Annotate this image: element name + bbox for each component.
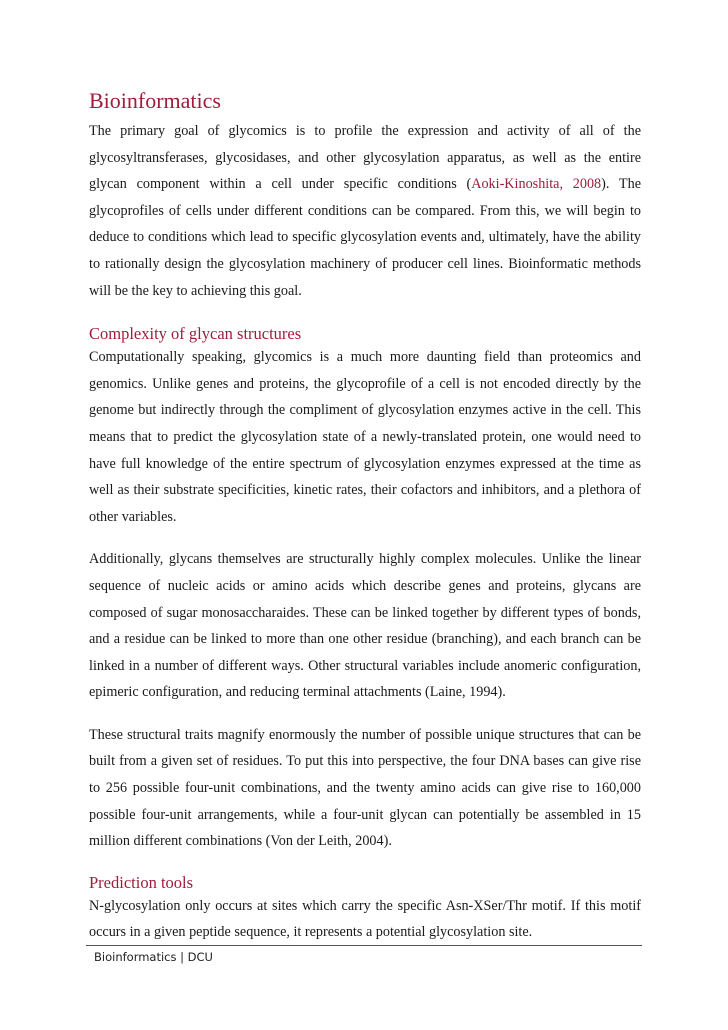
intro-text-end: ). The glycoprofiles of cells under different conditions can be compared. From this, we will begin to deduce to conditions which lead to specific glycosylation events and, ultimately, have the ability to rationally design the glycosylation machinery of producer cell lines. Bioinformatic methods will be the key to achieving this goal. — [89, 176, 641, 299]
complexity-heading: Complexity of glycan structures — [89, 324, 302, 344]
prediction-heading: Prediction tools — [89, 872, 194, 892]
prediction-paragraph: N-glycosylation only occurs at sites which carry the specific Asn-XSer/Thr motif. If this motif occurs in a given peptide sequence, it represents a potential glycosylation site. — [89, 897, 641, 941]
complexity-paragraph-2: Additionally, glycans themselves are structurally highly complex molecules. Unlike the linear sequence of nucleic acids or amino acids which describe genes and proteins, glycans are composed of sugar monosaccharaides. These can be linked together by different types of bonds, and a residue can be linked to more than one other residue (branching), and each branch can be linked in a number of different ways. Other structural variables include anomeric configuration, epimeric configuration, and reducing terminal attachments (Laine, 1994). — [89, 551, 641, 701]
citation-link: Aoki-Kinoshita, 2008 — [471, 176, 602, 193]
complexity-paragraph-3: These structural traits magnify enormously the number of possible unique structures that can be built from a given set of residues. To put this into perspective, the four DNA bases can give rise to 256 possible four-unit combinations, and the twenty amino acids can give rise to 160,000 possible four-unit arrangements, while a four-unit glycan can potentially be assembled in 15 million different combinations (Von der Leith, 2004). — [89, 726, 641, 850]
intro-paragraph — [89, 118, 641, 304]
intro-text-start: The primary goal of glycomics is to profile the expression and activity of all of the glycosyltransferases, glycosidases, and other glycosylation apparatus, as well as the entire glycan component within a cell under specific conditions ( — [89, 123, 641, 193]
page-content — [89, 86, 641, 946]
footer-text: Bioinformatics | DCU — [94, 950, 213, 964]
section-title: Bioinformatics — [89, 88, 221, 113]
page-footer — [86, 945, 642, 964]
complexity-paragraph-1: Computationally speaking, glycomics is a much more daunting field than proteomics and genomics. Unlike genes and proteins, the glycoprofile of a cell is not encoded directly by the genome but indirectly through the compliment of glycosylation enzymes active in the cell. This means that to predict the glycosylation state of a newly-translated protein, one would need to have full knowledge of the entire spectrum of glycosylation enzymes expressed at the time as well as their substrate specificities, kinetic rates, their cofactors and inhibitors, and a plethora of other variables. — [89, 349, 641, 525]
